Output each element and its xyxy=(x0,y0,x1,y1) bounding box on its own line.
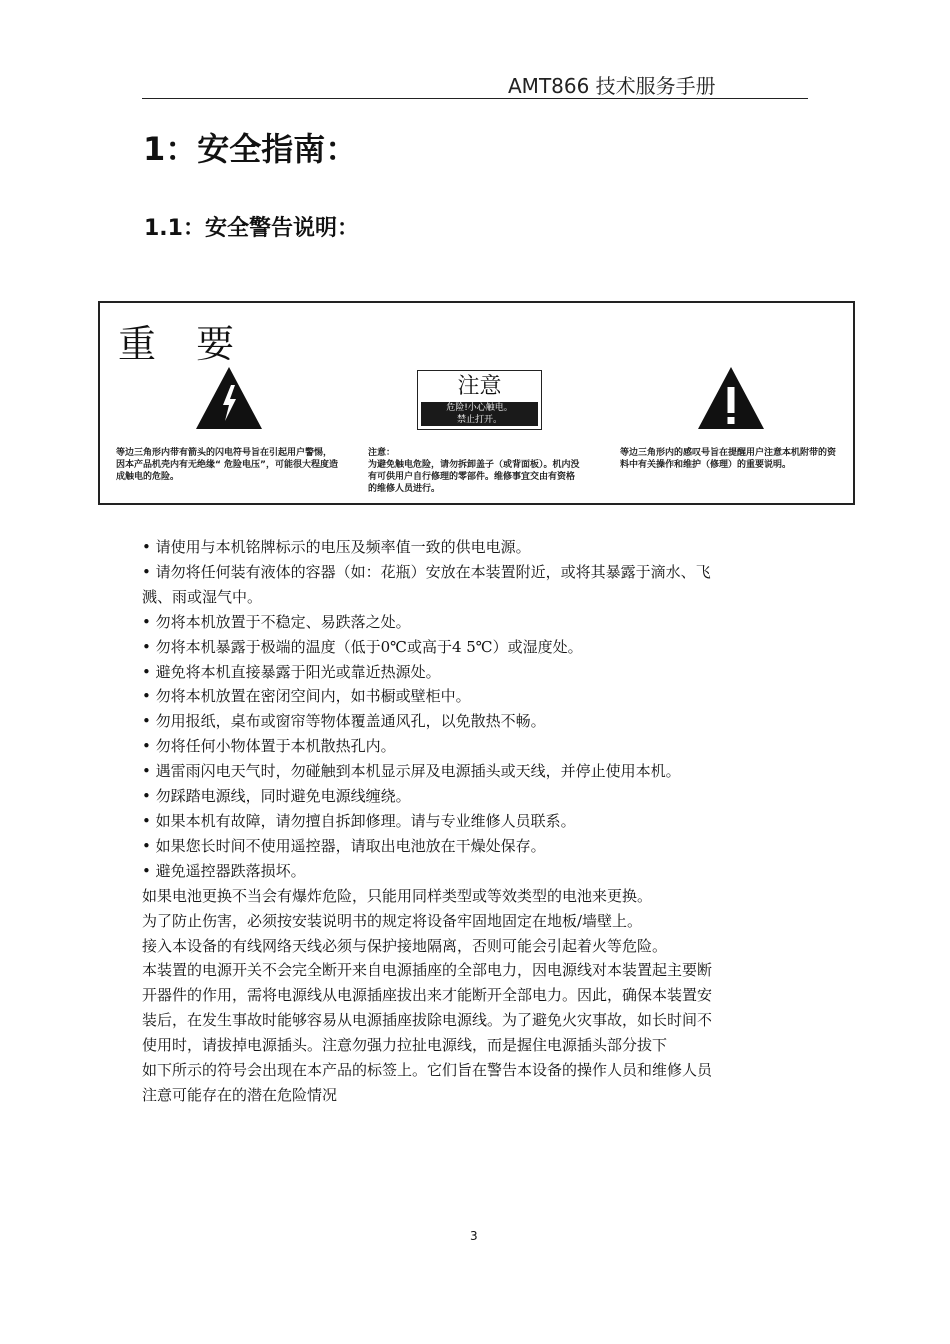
exclamation-symbol-description: 等边三角形内的感叹号旨在提醒用户注意本机附带的资料中有关操作和维护（修理）的重要说明。 xyxy=(620,448,837,470)
lightning-symbol-description: 等边三角形内带有箭头的闪电符号旨在引起用户警惕，因本产品机壳内有无绝缘“ 危险电压”，可能很大程度造成触电的危险。 xyxy=(116,448,338,482)
body-line: • 如果您长时间不使用遥控器，请取出电池放在干燥处保存。 xyxy=(142,836,546,855)
caution-band xyxy=(421,402,538,426)
lightning-triangle-icon xyxy=(194,365,264,431)
body-line: • 如果本机有故障，请勿擅自拆卸修理。请与专业维修人员联系。 xyxy=(142,811,576,830)
body-line: • 遇雷雨闪电天气时，勿碰触到本机显示屏及电源插头或天线，并停止使用本机。 xyxy=(142,762,681,781)
caution-description: 注意： 为避免触电危险，请勿拆卸盖子（或背面板）。机内没有可供用户自行修理的零部件。维修事宜交由有资格的维修人员进行。 xyxy=(368,448,580,494)
warning-box-title: 重 要 xyxy=(118,322,249,366)
caution-title: 注意 xyxy=(457,374,502,399)
body-line: • 勿将本机放置于不稳定、易跌落之处。 xyxy=(142,612,411,631)
page-number: 3 xyxy=(470,1229,478,1243)
exclamation-triangle-icon xyxy=(696,365,766,431)
important-warning-box xyxy=(98,301,855,505)
body-line: • 勿将本机放置在密闭空间内，如书橱或壁柜中。 xyxy=(142,687,471,706)
caution-band-line1: 危险!小心触电。 xyxy=(446,403,513,413)
body-line: 接入本设备的有线网络天线必须与保护接地隔离，否则可能会引起着火等危险。 xyxy=(142,936,668,955)
subsection-title: 1.1：安全警告说明： xyxy=(144,216,359,241)
header-title: AMT866 技术服务手册 xyxy=(508,74,716,98)
header-rule xyxy=(142,98,808,99)
body-line: 开器件的作用，需将电源线从电源插座拔出来才能断开全部电力。因此，确保本装置安 xyxy=(142,986,713,1005)
body-line: • 避免遥控器跌落损坏。 xyxy=(142,861,306,880)
body-line: 装后，在发生事故时能够容易从电源插座拔除电源线。为了避免火灾事故，如长时间不 xyxy=(142,1011,713,1030)
body-line: 本装置的电源开关不会完全断开来自电源插座的全部电力，因电源线对本装置起主要断 xyxy=(142,961,713,980)
body-line: • 勿将任何小物体置于本机散热孔内。 xyxy=(142,737,396,756)
body-line: 如果电池更换不当会有爆炸危险，只能用同样类型或等效类型的电池来更换。 xyxy=(142,886,653,905)
body-line: 使用时，请拔掉电源插头。注意勿强力拉扯电源线，而是握住电源插头部分拔下 xyxy=(142,1036,668,1055)
body-line: 注意可能存在的潜在危险情况 xyxy=(142,1085,338,1104)
body-line: • 请使用与本机铭牌标示的电压及频率值一致的供电电源。 xyxy=(142,538,531,556)
section-title: 1：安全指南： xyxy=(143,130,358,168)
body-line: 如下所示的符号会出现在本产品的标签上。它们旨在警告本设备的操作人员和维修人员 xyxy=(142,1061,713,1080)
caution-band-line2: 禁止打开。 xyxy=(456,415,502,425)
body-line: 为了防止伤害，必须按安装说明书的规定将设备牢固地固定在地板/墙壁上。 xyxy=(142,911,643,930)
body-line: 溅、雨或湿气中。 xyxy=(142,587,263,606)
body-line: • 勿将本机暴露于极端的温度（低于0℃或高于4 5℃）或湿度处。 xyxy=(142,637,583,656)
body-line: • 请勿将任何装有液体的容器（如：花瓶）安放在本装置附近，或将其暴露于滴水、飞 xyxy=(142,562,711,581)
safety-instructions xyxy=(142,535,812,1108)
body-line: • 避免将本机直接暴露于阳光或靠近热源处。 xyxy=(142,662,441,681)
body-line: • 勿踩踏电源线，同时避免电源线缠绕。 xyxy=(142,787,411,806)
caution-label xyxy=(417,370,542,430)
body-line: • 勿用报纸，桌布或窗帘等物体覆盖通风孔，以免散热不畅。 xyxy=(142,712,546,731)
